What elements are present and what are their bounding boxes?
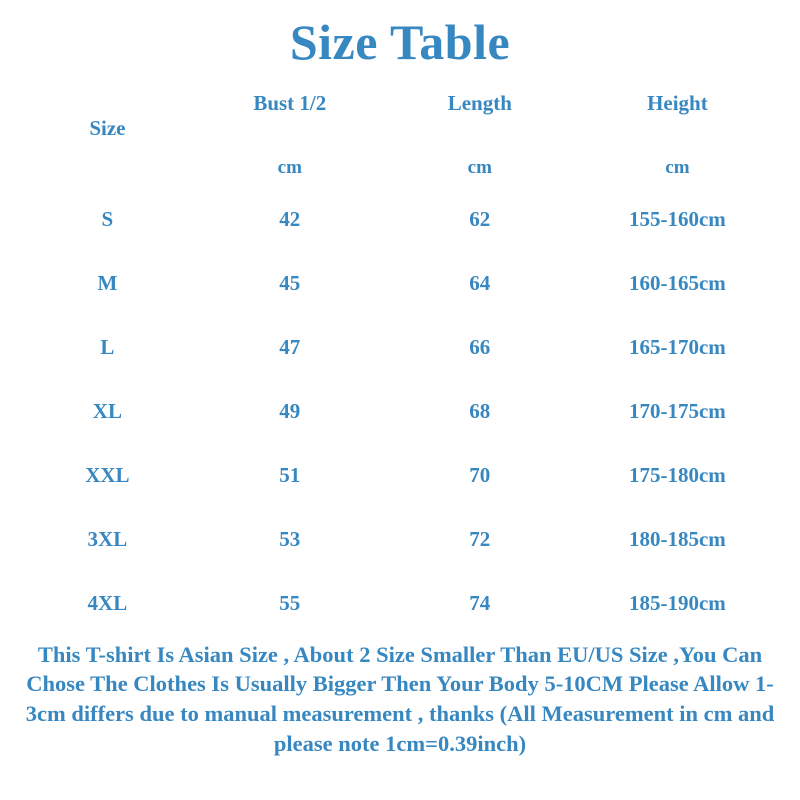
table-row <box>20 252 780 316</box>
size-table-container <box>0 78 800 636</box>
cell-length: 72 <box>469 527 491 551</box>
size-label-spacer-height <box>575 116 780 148</box>
page-title: Size Table <box>289 14 511 70</box>
cell-height: 165-170cm <box>628 335 726 359</box>
cell-length: 62 <box>469 207 491 231</box>
unit-cell-length: cm <box>467 156 492 178</box>
cell-bust: 53 <box>279 527 301 551</box>
header-cell-length: Length <box>447 90 512 115</box>
size-note: This T-shirt Is Asian Size , About 2 Size Smaller Than EU/US Size ,You Can Chose The Clothes Is Usually Bigger Then Your Body 5-10CM Please Allow 1-3cm differs due to manual measurement , thanks (All Measurement in cm and please note 1cm=0.39inch) <box>25 641 775 757</box>
cell-size: XXL <box>85 463 130 487</box>
table-size-label-row <box>20 116 780 148</box>
header-cell-size: Size <box>89 115 126 140</box>
cell-length: 66 <box>469 335 491 359</box>
cell-bust: 51 <box>279 463 301 487</box>
cell-height: 155-160cm <box>628 207 726 231</box>
cell-size: 3XL <box>87 527 128 551</box>
table-row <box>20 572 780 636</box>
cell-size: S <box>101 207 114 231</box>
cell-bust: 49 <box>279 399 301 423</box>
cell-length: 70 <box>469 463 491 487</box>
cell-size: L <box>100 335 115 359</box>
cell-bust: 47 <box>279 335 301 359</box>
cell-bust: 45 <box>279 271 301 295</box>
unit-cell-spacer <box>20 148 195 188</box>
header-cell-spacer <box>20 78 195 116</box>
cell-height: 160-165cm <box>628 271 726 295</box>
cell-bust: 42 <box>279 207 301 231</box>
header-cell-bust: Bust 1/2 <box>253 90 327 115</box>
cell-height: 180-185cm <box>628 527 726 551</box>
cell-height: 175-180cm <box>628 463 726 487</box>
size-label-spacer-length <box>385 116 575 148</box>
table-row <box>20 316 780 380</box>
cell-size: XL <box>92 399 122 423</box>
cell-bust: 55 <box>279 591 301 615</box>
cell-length: 74 <box>469 591 491 615</box>
header-cell-height: Height <box>647 90 708 115</box>
cell-size: 4XL <box>87 591 128 615</box>
unit-cell-bust: cm <box>277 156 302 178</box>
table-header-row <box>20 78 780 116</box>
size-label-spacer-bust <box>195 116 385 148</box>
cell-size: M <box>97 271 118 295</box>
unit-cell-height: cm <box>665 156 690 178</box>
table-row <box>20 380 780 444</box>
cell-length: 68 <box>469 399 491 423</box>
size-table <box>20 78 780 636</box>
cell-length: 64 <box>469 271 491 295</box>
table-row <box>20 508 780 572</box>
cell-height: 170-175cm <box>628 399 726 423</box>
table-row <box>20 188 780 252</box>
table-row <box>20 444 780 508</box>
cell-height: 185-190cm <box>628 591 726 615</box>
table-unit-row <box>20 148 780 188</box>
